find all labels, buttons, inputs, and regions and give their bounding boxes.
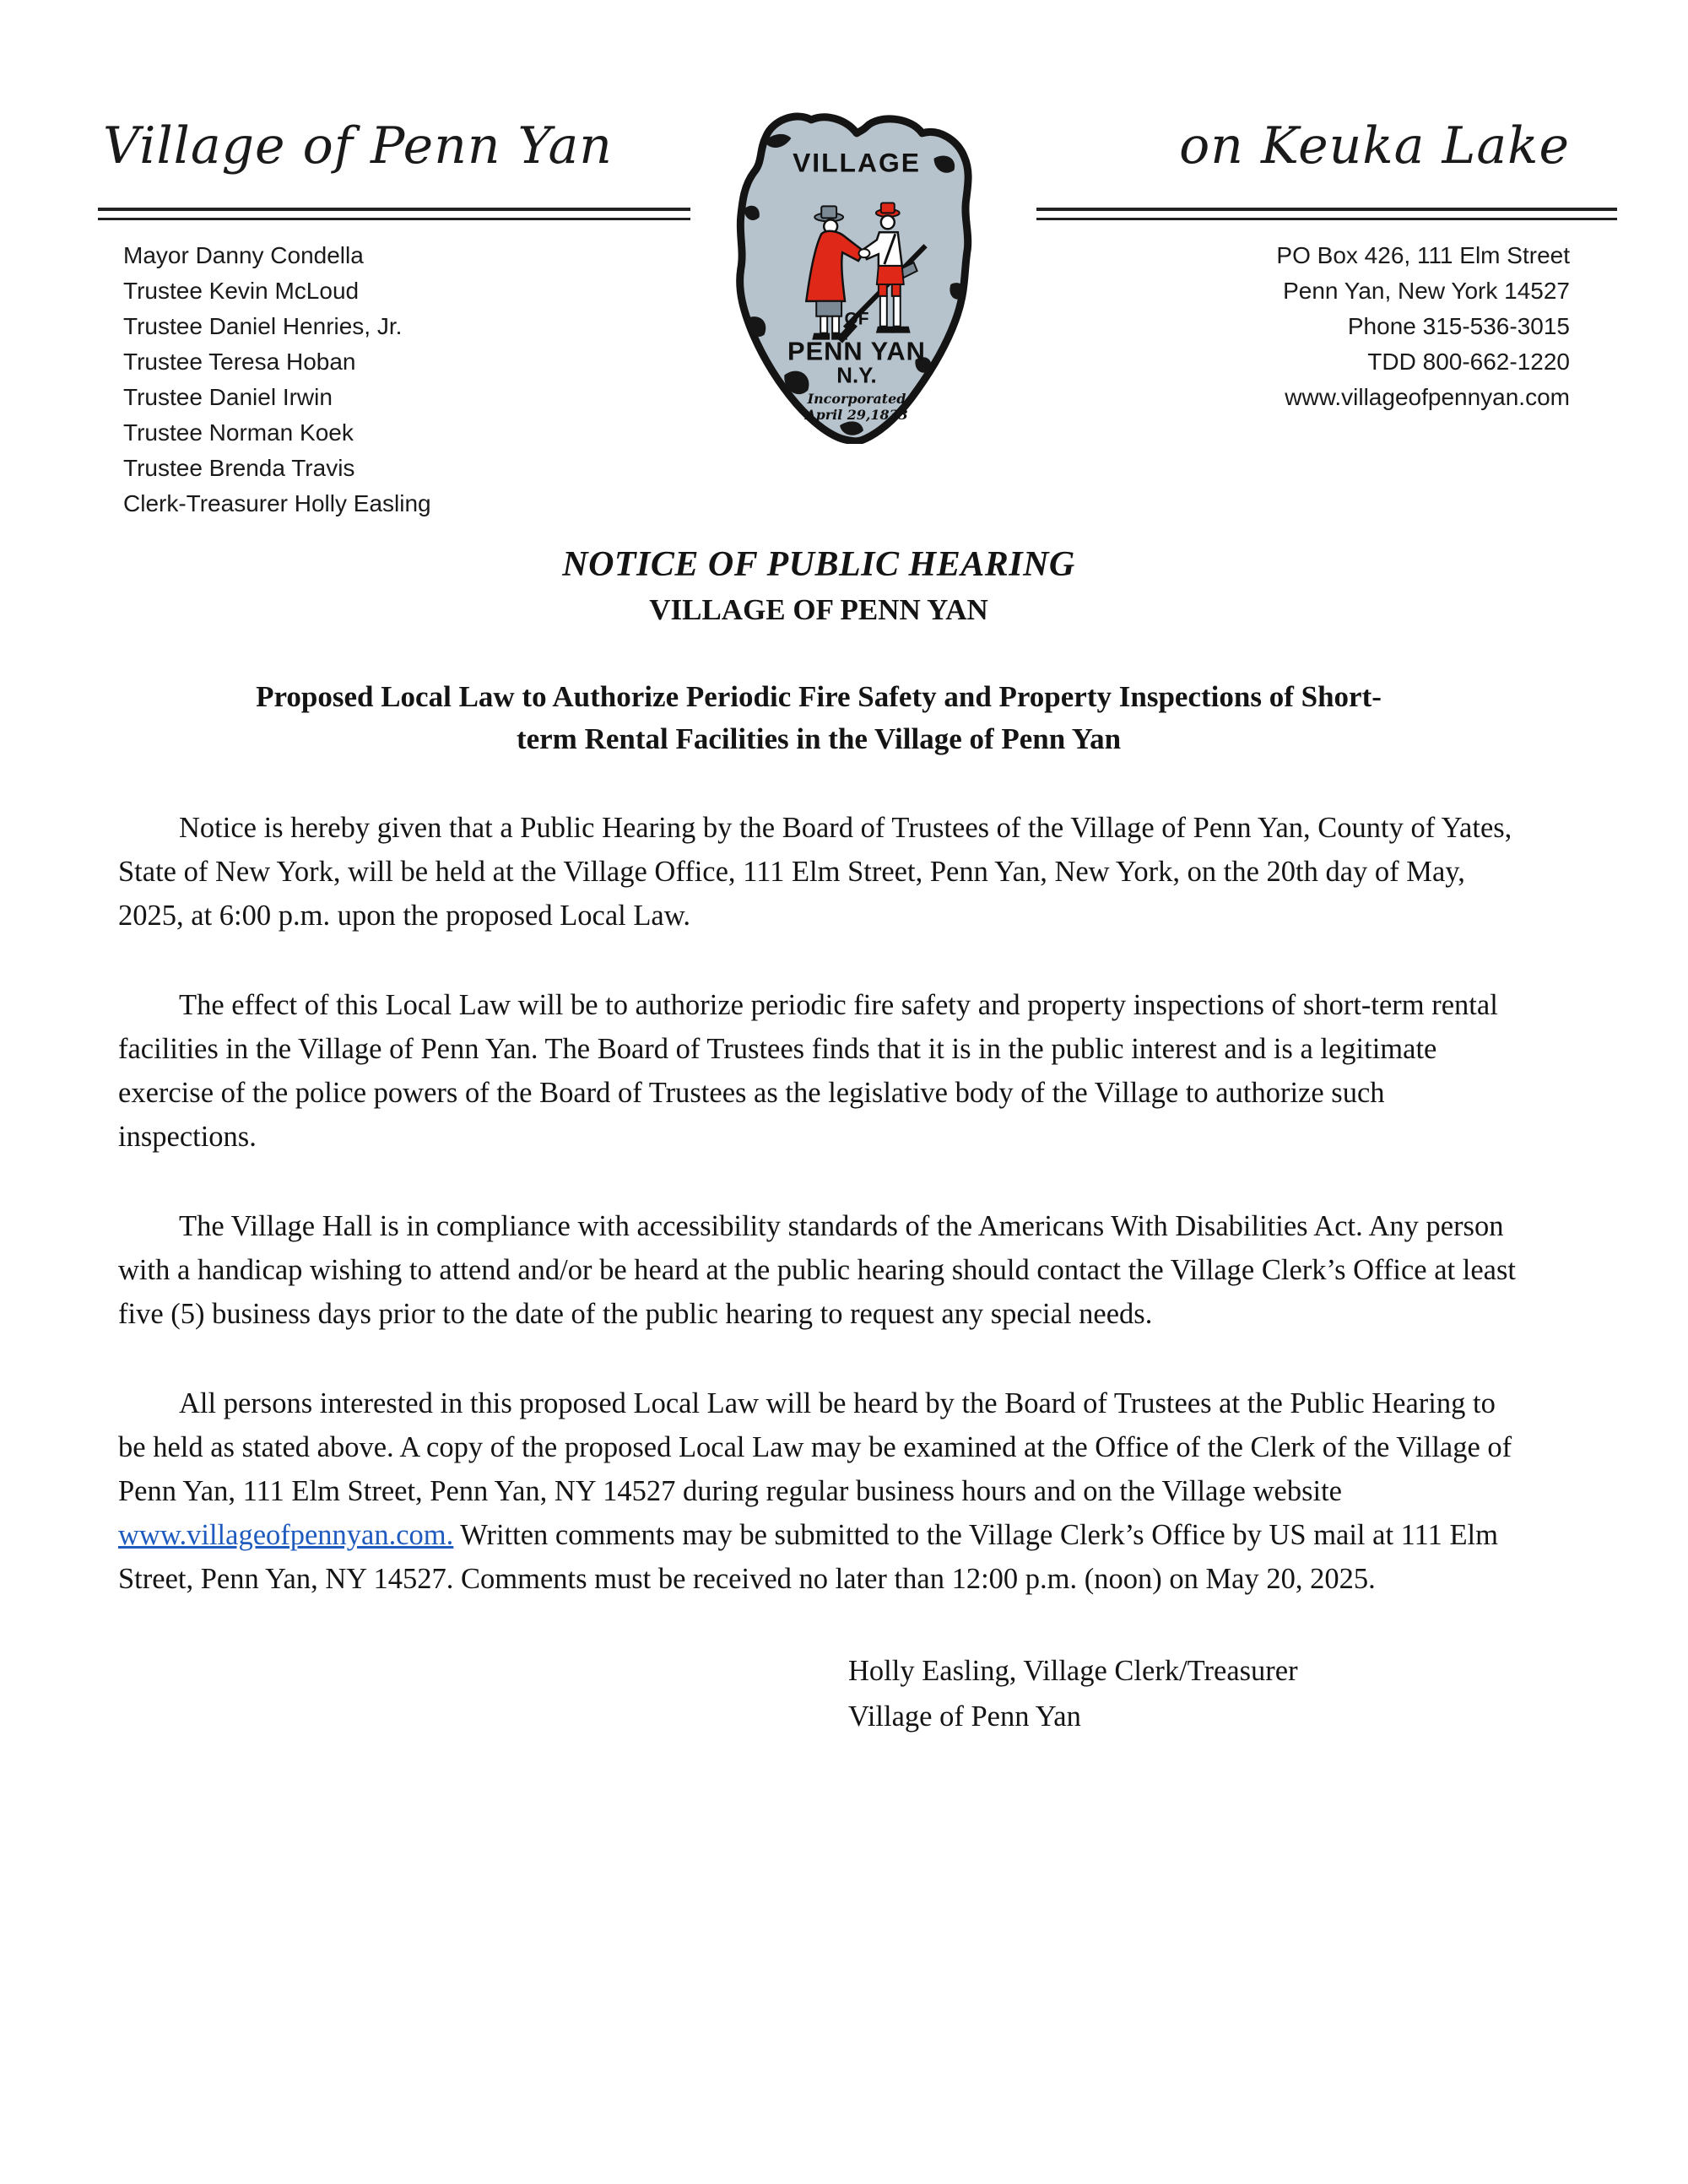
notice-body [118,544,1519,1739]
arrowhead-seal-icon [713,108,1000,444]
officials-list [123,238,431,522]
contact-address-line1: PO Box 426, 111 Elm Street [1276,242,1570,268]
logo-text-ny: N.Y. [836,364,877,388]
logo-text-incorporation-date: April 29,1833 [805,407,908,424]
contact-website: www.villageofpennyan.com [1285,384,1570,410]
heading-line-1: Proposed Local Law to Authorize Periodic Fire Safety and Property Inspections of Short- [256,680,1382,713]
signature-org: Village of Penn Yan [848,1700,1081,1733]
logo-text-of: OF [844,309,869,329]
official-trustee-5: Trustee Norman Koek [123,419,354,446]
paragraph-accessibility: The Village Hall is in compliance with accessibility standards of the Americans With Disabilities Act. Any person with a handicap wishing to attend and/or be heard at the public hearing should contact the Village Clerk’s Office at least five (5) business days prior to the date of the public hearing to request any special needs. [118,1210,1516,1330]
signature-name-title: Holly Easling, Village Clerk/Treasurer [848,1655,1298,1687]
village-seal-logo [713,108,1000,444]
official-trustee-1: Trustee Kevin McLoud [123,278,360,304]
notice-subtitle: VILLAGE OF PENN YAN [649,593,988,626]
logo-text-village: VILLAGE [793,147,921,178]
logo-text-incorporated: Incorporated [807,391,906,408]
official-trustee-6: Trustee Brenda Travis [123,455,355,481]
official-mayor: Mayor Danny Condella [123,242,364,268]
official-trustee-3: Trustee Teresa Hoban [123,349,356,375]
contact-phone: Phone 315-536-3015 [1347,313,1570,339]
contact-block [1036,238,1570,415]
official-trustee-2: Trustee Daniel Henries, Jr. [123,313,403,339]
official-trustee-4: Trustee Daniel Irwin [123,384,333,410]
official-clerk-treasurer: Clerk-Treasurer Holly Easling [123,490,431,516]
paragraph-comments-after-link: Written comments may be submitted to the Village Clerk’s Office by US mail at 111 Elm Street, Penn Yan, NY 14527. Comments must be received no later than 12:00 p.m. (noon) on May 20, 2025. [118,1519,1498,1595]
paragraph-law-effect: The effect of this Local Law will be to authorize periodic fire safety and property inspections of short-term rental facilities in the Village of Penn Yan. The Board of Trustees finds that it is in the public interest and is a legitimate exercise of the police powers of the Board of Trustees as the legislative body of the Village to authorize such inspections. [118,989,1498,1153]
paragraph-comments [118,1381,1519,1601]
paragraph-comments-before-link: All persons interested in this proposed Local Law will be heard by the Board of Trustees at the Public Hearing to be held as stated above. A copy of the proposed Local Law may be examined at the Office of the Clerk of the Village of Penn Yan, 111 Elm Street, Penn Yan, NY 14527 during regular business hours and on the Village website [118,1387,1512,1507]
paragraph-hearing-notice: Notice is hereby given that a Public Hearing by the Board of Trustees of the Village of Penn Yan, County of Yates, State of New York, will be held at the Village Office, 111 Elm Street, Penn Yan, New York, on the 20th day of May, 2025, at 6:00 p.m. upon the proposed Local Law. [118,812,1512,932]
village-website-link[interactable]: www.villageofpennyan.com. [118,1519,454,1551]
notice-title: NOTICE OF PUBLIC HEARING [562,545,1075,584]
letterhead-right-script: on Keuka Lake [1179,116,1570,176]
right-divider-rule [1036,208,1617,220]
logo-text-penn-yan: PENN YAN [787,336,926,366]
letterhead-left-script: Village of Penn Yan [103,116,613,176]
heading-line-2: term Rental Facilities in the Village of Penn Yan [516,722,1122,755]
left-divider-rule [98,208,690,220]
proposed-law-heading [118,676,1519,760]
contact-address-line2: Penn Yan, New York 14527 [1283,278,1570,304]
contact-tdd: TDD 800-662-1220 [1367,349,1570,375]
signature-block [118,1648,1519,1739]
